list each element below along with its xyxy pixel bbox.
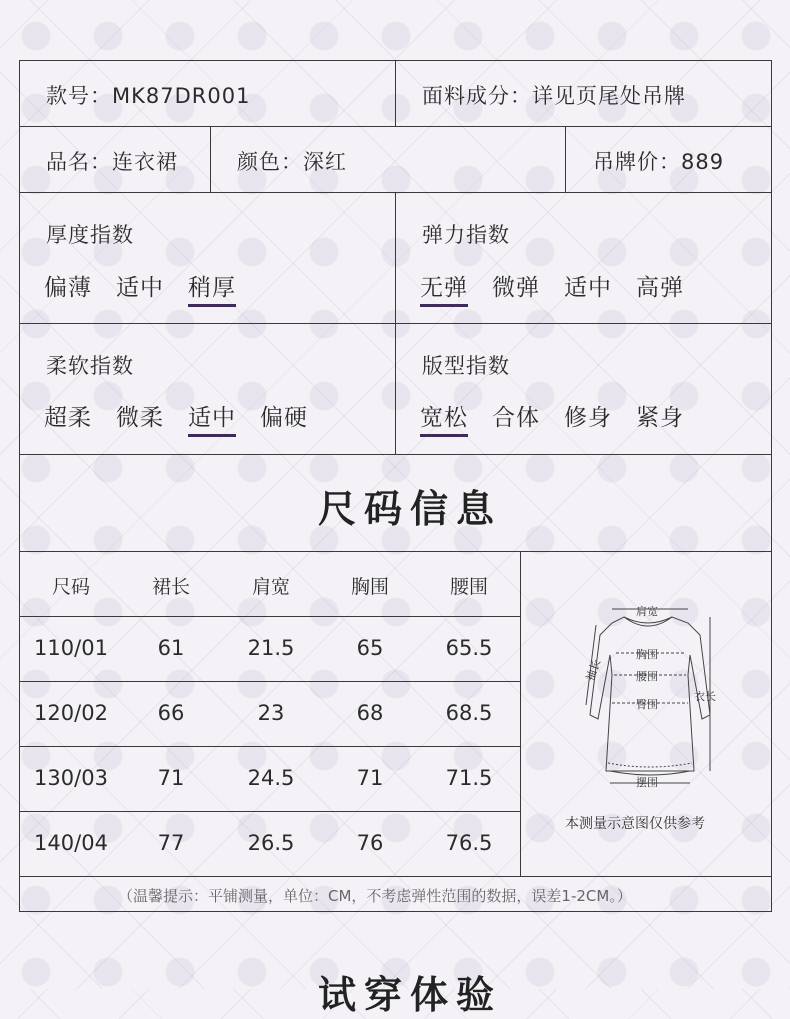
softness-option: 偏硬 xyxy=(260,405,308,431)
fit-index-label: 版型指数 xyxy=(422,354,510,378)
softness-index-label: 柔软指数 xyxy=(46,354,134,378)
diagram-label-length: 衣长 xyxy=(694,690,716,703)
diagram-label-waist: 腰围 xyxy=(636,670,658,683)
table-cell: 68 xyxy=(356,701,384,725)
fit-option: 合体 xyxy=(492,405,540,431)
table-cell: 140/04 xyxy=(34,831,108,855)
waist-header: 腰围 xyxy=(449,576,488,598)
size-section-title: 尺码信息 xyxy=(318,486,503,531)
diagram-label-chest: 胸围 xyxy=(636,648,658,661)
table-cell: 120/02 xyxy=(34,701,108,725)
product-color: 颜色：深红 xyxy=(237,150,347,174)
thickness-option: 偏薄 xyxy=(44,275,92,301)
table-cell: 68.5 xyxy=(445,701,493,725)
diagram-label-shoulder: 肩宽 xyxy=(636,605,658,618)
measurement-note: （温馨提示：平铺测量，单位：CM，不考虑弹性范围的数据，误差1-2CM。） xyxy=(118,887,632,905)
divider xyxy=(395,192,396,455)
divider xyxy=(520,551,521,877)
length-header: 裙长 xyxy=(151,576,190,598)
table-cell: 26.5 xyxy=(247,831,295,855)
divider xyxy=(210,126,211,192)
softness-option-selected: 适中 xyxy=(188,399,236,437)
size-header: 尺码 xyxy=(51,576,90,598)
divider xyxy=(19,811,521,812)
elasticity-option: 高弹 xyxy=(636,275,684,301)
table-cell: 65 xyxy=(356,636,384,660)
table-cell: 61 xyxy=(157,636,185,660)
divider xyxy=(19,876,772,877)
fabric-composition: 面料成分：详见页尾处吊牌 xyxy=(422,84,686,108)
divider xyxy=(19,616,521,617)
table-cell: 71 xyxy=(356,766,384,790)
table-cell: 65.5 xyxy=(445,636,493,660)
shoulder-header: 肩宽 xyxy=(251,576,290,598)
softness-option: 微柔 xyxy=(116,405,164,431)
product-name: 品名：连衣裙 xyxy=(46,150,178,174)
table-cell: 76.5 xyxy=(445,831,493,855)
thickness-option: 适中 xyxy=(116,275,164,301)
table-cell: 21.5 xyxy=(247,636,295,660)
divider xyxy=(19,551,772,552)
table-cell: 77 xyxy=(157,831,185,855)
fit-option: 紧身 xyxy=(636,405,684,431)
table-cell: 71 xyxy=(157,766,185,790)
divider xyxy=(565,126,566,192)
table-cell: 23 xyxy=(257,701,285,725)
table-cell: 130/03 xyxy=(34,766,108,790)
table-cell: 76 xyxy=(356,831,384,855)
elasticity-index-label: 弹力指数 xyxy=(422,223,510,247)
divider xyxy=(19,126,772,127)
diagram-label-hem: 摆围 xyxy=(636,776,658,789)
thickness-option-selected: 稍厚 xyxy=(188,269,236,307)
elasticity-option-selected: 无弹 xyxy=(420,269,468,307)
diagram-label-hip: 臀围 xyxy=(636,698,658,711)
table-cell: 24.5 xyxy=(247,766,295,790)
table-cell: 66 xyxy=(157,701,185,725)
diagram-caption: 本测量示意图仅供参考 xyxy=(565,816,705,832)
elasticity-option: 微弹 xyxy=(492,275,540,301)
tag-price: 吊牌价：889 xyxy=(593,150,725,174)
divider xyxy=(395,60,396,126)
fit-option: 修身 xyxy=(564,405,612,431)
fit-option-selected: 宽松 xyxy=(420,399,468,437)
fitting-experience-title: 试穿体验 xyxy=(318,972,503,1017)
thickness-index-label: 厚度指数 xyxy=(46,223,134,247)
elasticity-option: 适中 xyxy=(564,275,612,301)
divider xyxy=(19,681,521,682)
diagram-label-sleeve: 袖长 xyxy=(583,657,604,683)
divider xyxy=(19,746,521,747)
style-number: 款号：MK87DR001 xyxy=(46,84,251,108)
softness-option: 超柔 xyxy=(44,405,92,431)
table-cell: 110/01 xyxy=(34,636,108,660)
table-cell: 71.5 xyxy=(445,766,493,790)
chest-header: 胸围 xyxy=(350,576,389,598)
